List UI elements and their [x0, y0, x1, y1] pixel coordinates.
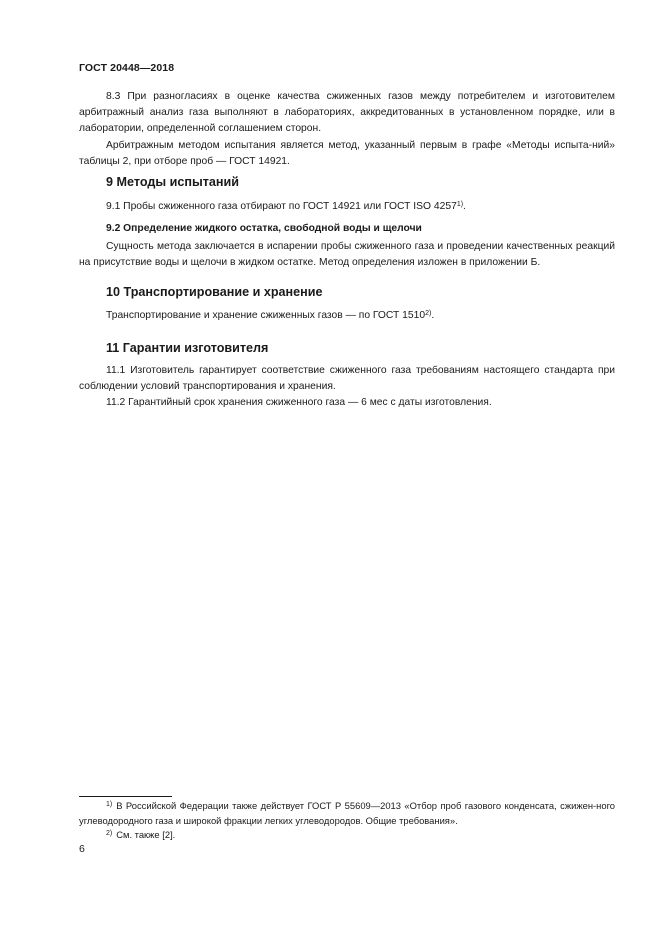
section-11-heading: 11 Гарантии изготовителя [106, 341, 269, 355]
paragraph-11-2: 11.2 Гарантийный срок хранения сжиженного газа — 6 мес с даты изготовления. [106, 397, 492, 409]
footnote-2-mark: 2) [106, 830, 113, 837]
footnote-2 [79, 828, 615, 843]
paragraph-9-2: Сущность метода заключается в испарении пробы сжиженного газа и проведении качественных реакций на присутствие воды и щелочи в жидком остатке. Метод определения изложен в приложении Б. [79, 241, 615, 269]
footnote-1 [79, 799, 615, 828]
section-9-2-text [79, 239, 615, 271]
paragraph-8-3: 8.3 При разногласиях в оценке качества сжиженных газов между потребителем и изготовителем арбитражный анализ газа выполняют в лабораториях, аккредитованных в установленном порядке, или в лаборатории, определенной соглашением сторон. [79, 91, 615, 135]
section-8-text [79, 89, 615, 170]
paragraph-10-text: Транспортирование и хранение сжиженных газов — по ГОСТ 1510 [106, 310, 426, 321]
paragraph-10 [106, 308, 434, 324]
paragraph-10-end: . [431, 310, 435, 321]
paragraph-9-1 [106, 199, 466, 215]
paragraph-11-1: 11.1 Изготовитель гарантирует соответствие сжиженного газа требованиям настоящего стандарта при соблюдении условий транспортирования и хранения. [79, 365, 615, 393]
footnote-1-text: В Российской Федерации также действует ГОСТ Р 55609—2013 «Отбор проб газового конденсата, сжижен-ного углеводородного газа и широкой фракции легких углеводородов. Общие требования». [79, 800, 615, 826]
paragraph-arbitration-method: Арбитражным методом испытания является метод, указанный первым в графе «Методы испыта-ний» таблицы 2, при отборе проб — ГОСТ 14921. [79, 139, 615, 167]
footnote-ref-1: 1) [456, 201, 464, 208]
section-11-text [79, 363, 615, 412]
page-header: ГОСТ 20448—2018 [79, 62, 175, 74]
footnote-ref-2: 2) [425, 310, 432, 317]
paragraph-9-1-text: 9.1 Пробы сжиженного газа отбирают по ГОСТ 14921 или ГОСТ ISO 4257 [106, 201, 457, 212]
section-9-heading: 9 Методы испытаний [106, 175, 239, 189]
footnote-2-text: См. также [2]. [116, 829, 176, 840]
page-number: 6 [79, 843, 85, 855]
paragraph-9-1-end: . [463, 201, 466, 212]
footnote-divider [79, 796, 172, 797]
section-10-heading: 10 Транспортирование и хранение [106, 285, 323, 299]
footnote-1-mark: 1) [106, 801, 113, 808]
subsection-9-2-heading: 9.2 Определение жидкого остатка, свободной воды и щелочи [106, 223, 422, 234]
footnotes [79, 799, 615, 843]
